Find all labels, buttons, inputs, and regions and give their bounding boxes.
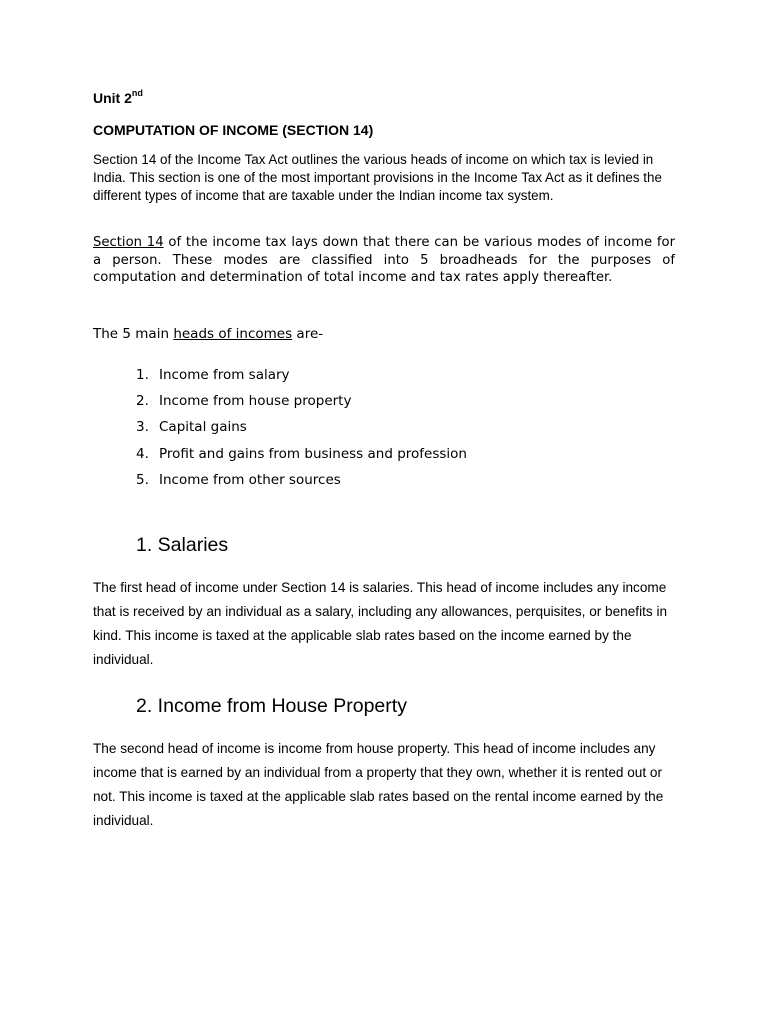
list-item [136,418,467,444]
heads-intro-suffix: are- [292,326,324,342]
list-item-number: 1. [136,367,149,383]
list-item-number: 4. [136,445,149,462]
section14-paragraph [93,234,675,287]
heads-of-incomes-link[interactable]: heads of incomes [173,326,293,342]
salaries-paragraph: The first head of income under Section 14 is salaries. This head of income includes any income that is received by an individual as a salary, including any allowances, perquisites, or benefits in kind. This income is taxed at the applicable slab rates based on the income earned by the individual. [93,580,668,667]
house-property-heading: 2. Income from House Property [136,695,407,717]
list-item [136,392,467,418]
list-item-number: 5. [136,471,149,488]
page-heading: COMPUTATION OF INCOME (SECTION 14) [93,122,374,138]
list-item-text: Income from house property [159,393,352,410]
list-item [136,366,467,392]
section14-paragraph-text: of the income tax lays down that there can be various modes of income for a person. These modes are classified into 5 broadheads for the purposes of computation and determination of total income and tax rates apply thereafter. [93,235,675,285]
list-item-text: Income from other sources [159,471,341,488]
salaries-heading: 1. Salaries [136,534,229,556]
list-item-text: Income from salary [159,367,290,383]
section14-link[interactable]: Section 14 [93,235,164,250]
unit-text: Unit 2 [93,90,132,106]
heads-intro-prefix: The 5 main [93,326,174,342]
list-item-number: 2. [136,393,149,410]
unit-label [93,88,143,108]
list-item-number: 3. [136,419,149,436]
list-item-text: Profit and gains from business and profession [159,445,467,462]
list-item [136,445,467,471]
heads-list [136,366,467,497]
unit-superscript: nd [131,88,143,99]
intro-paragraph: Section 14 of the Income Tax Act outlines the various heads of income on which tax is levied in India. This section is one of the most important provisions in the Income Tax Act as it defines the different types of income that are taxable under the Indian income tax system. [93,152,662,203]
list-item-text: Capital gains [159,419,247,436]
heads-intro [93,325,323,343]
list-item [136,471,467,497]
house-property-paragraph: The second head of income is income from house property. This head of income includes any income that is earned by an individual from a property that they own, whether it is rented out or not. This income is taxed at the applicable slab rates based on the rental income earned by the individual. [93,741,664,828]
